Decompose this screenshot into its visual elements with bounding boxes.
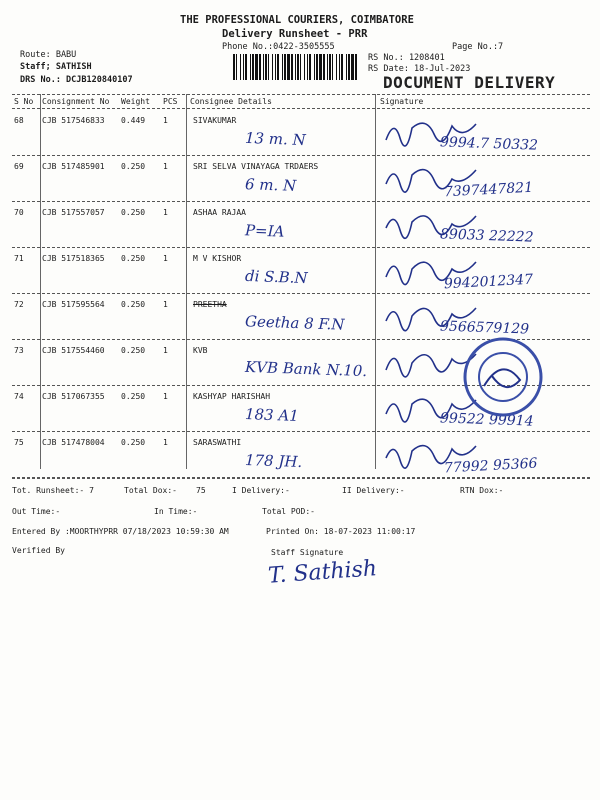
col-divider <box>375 94 376 469</box>
row-consignee: KVB <box>193 346 208 355</box>
row-pcs: 1 <box>163 162 168 171</box>
row-separator <box>12 431 590 432</box>
row-consignee: SRI SELVA VINAYAGA TRDAERS <box>193 162 319 171</box>
row-handwritten-note: di S.B.N <box>244 266 308 288</box>
row-pcs: 1 <box>163 208 168 217</box>
total-pod: Total POD:- <box>262 507 315 516</box>
row-sno: 74 <box>14 392 24 401</box>
row-pcs: 1 <box>163 116 168 125</box>
row-weight: 0.250 <box>121 392 146 401</box>
row-pcs: 1 <box>163 254 168 263</box>
row-consignee: PREETHA <box>193 300 227 309</box>
row-separator <box>12 293 590 294</box>
row-weight: 0.250 <box>121 254 146 263</box>
rtn-dox: RTN Dox:- <box>460 486 504 495</box>
row-consignment-no: CJB 517554460 <box>42 346 105 355</box>
printed-on: Printed On: 18-07-2023 11:00:17 <box>266 527 416 536</box>
header-bottom-rule <box>12 108 590 109</box>
col-pcs: PCS <box>163 97 178 106</box>
out-time: Out Time:- <box>12 507 61 516</box>
row-phone-number: 89033 22222 <box>439 226 534 246</box>
total-dox-value: 75 <box>196 486 206 495</box>
row-handwritten-note: P=IA <box>244 221 285 241</box>
row-phone-number: 9942012347 <box>443 271 534 293</box>
row-pcs: 1 <box>163 300 168 309</box>
sheet-title: Delivery Runsheet - PRR <box>222 28 368 40</box>
row-weight: 0.250 <box>121 300 146 309</box>
row-weight: 0.250 <box>121 162 146 171</box>
row-separator <box>12 247 590 248</box>
tot-runsheet: Tot. Runsheet:- 7 <box>12 486 94 495</box>
rs-date: RS Date: 18-Jul-2023 <box>368 64 471 74</box>
row-phone-number: 9994.7 50332 <box>439 134 539 154</box>
table-bottom-rule <box>12 478 590 479</box>
row-phone-number: 9566579129 <box>439 318 530 338</box>
row-weight: 0.449 <box>121 116 146 125</box>
col-consignment: Consignment No <box>42 97 110 106</box>
barcode-graphic <box>233 54 361 80</box>
company-name: THE PROFESSIONAL COURIERS, COIMBATORE <box>180 14 414 26</box>
row-consignee: SIVAKUMAR <box>193 116 237 125</box>
total-dox-label: Total Dox:- <box>124 486 177 495</box>
col-divider <box>186 94 187 469</box>
row-pcs: 1 <box>163 392 168 401</box>
row-weight: 0.250 <box>121 438 146 447</box>
row-consignment-no: CJB 517595564 <box>42 300 105 309</box>
entered-by: Entered By :MOORTHYPRR 07/18/2023 10:59:30 AM <box>12 527 229 536</box>
row-sno: 68 <box>14 116 24 125</box>
row-handwritten-note: 6 m. N <box>244 175 297 195</box>
row-consignment-no: CJB 517478004 <box>42 438 105 447</box>
page-number: Page No.:7 <box>452 42 504 52</box>
row-sno: 69 <box>14 162 24 171</box>
staff-signature-label: Staff Signature <box>271 548 344 557</box>
row-handwritten-note: 178 JH. <box>244 451 303 471</box>
row-phone-number: 7397447821 <box>443 179 534 201</box>
col-sno: S No <box>14 97 34 106</box>
row-sno: 75 <box>14 438 24 447</box>
row-consignment-no: CJB 517518365 <box>42 254 105 263</box>
row-consignment-no: CJB 517485901 <box>42 162 105 171</box>
row-consignment-no: CJB 517546833 <box>42 116 105 125</box>
row-consignment-no: CJB 517557057 <box>42 208 105 217</box>
staff-signature-handwritten: T. Sathish <box>267 556 378 589</box>
col-divider <box>40 94 41 469</box>
document-delivery-stamp: DOCUMENT DELIVERY <box>383 73 556 92</box>
company-seal-stamp <box>462 336 544 418</box>
row-weight: 0.250 <box>121 346 146 355</box>
in-time: In Time:- <box>154 507 198 516</box>
row-pcs: 1 <box>163 346 168 355</box>
row-sno: 73 <box>14 346 24 355</box>
row-sno: 71 <box>14 254 24 263</box>
row-separator <box>12 155 590 156</box>
row-pcs: 1 <box>163 438 168 447</box>
row-phone-number: 99522 99914 <box>439 410 534 430</box>
col-signature: Signature <box>380 97 424 106</box>
row-handwritten-note: 183 A1 <box>244 405 300 425</box>
i-delivery: I Delivery:- <box>232 486 290 495</box>
row-sno: 70 <box>14 208 24 217</box>
row-consignment-no: CJB 517067355 <box>42 392 105 401</box>
row-weight: 0.250 <box>121 208 146 217</box>
rs-number: RS No.: 1208401 <box>368 53 445 63</box>
row-consignee: ASHAA RAJAA <box>193 208 246 217</box>
verified-by: Verified By <box>12 546 65 555</box>
phone-number: Phone No.:0422-3505555 <box>222 42 335 52</box>
row-handwritten-note: 13 m. N <box>244 128 307 150</box>
staff: Staff; SATHISH <box>20 62 92 72</box>
route: Route: BABU <box>20 50 77 60</box>
row-separator <box>12 201 590 202</box>
col-weight: Weight <box>121 97 150 106</box>
row-phone-number: 77992 95366 <box>443 455 538 477</box>
row-consignee: M V KISHOR <box>193 254 242 263</box>
row-consignee: SARASWATHI <box>193 438 242 447</box>
ii-delivery: II Delivery:- <box>342 486 405 495</box>
drs-number: DRS No.: DCJB120840107 <box>20 75 133 85</box>
row-handwritten-note: KVB Bank N.10. <box>244 357 368 381</box>
row-sno: 72 <box>14 300 24 309</box>
col-consignee: Consignee Details <box>190 97 272 106</box>
header-top-rule <box>12 94 590 95</box>
row-handwritten-note: Geetha 8 F.N <box>244 312 345 334</box>
row-consignee: KASHYAP HARISHAH <box>193 392 271 401</box>
